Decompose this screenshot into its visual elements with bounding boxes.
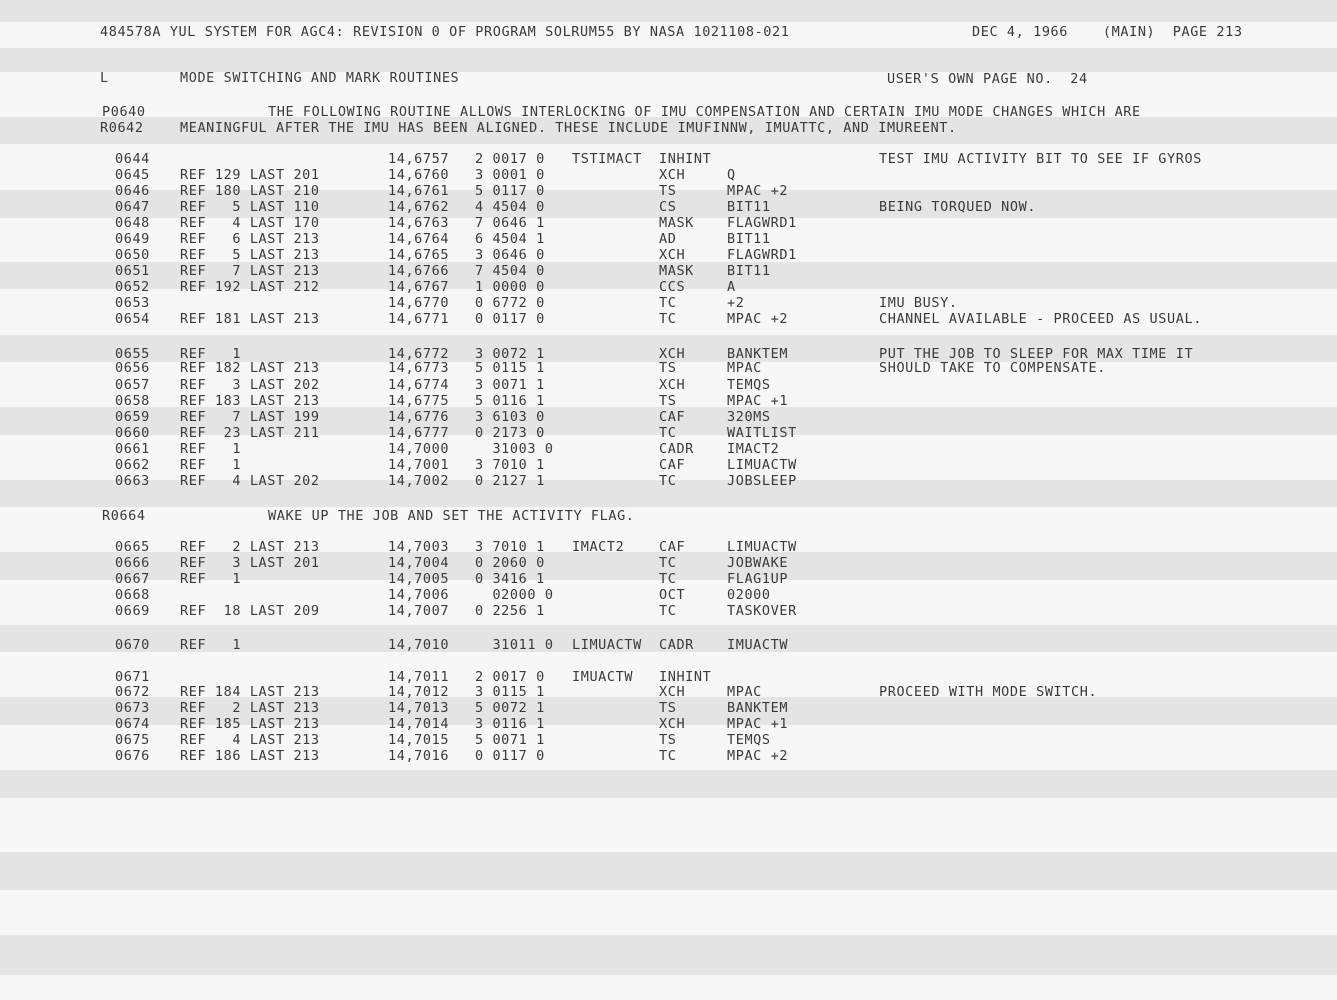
octal-code: 5 0072 1 [475, 700, 545, 716]
line-number: 0669 [115, 603, 150, 619]
line-number: 0644 [115, 151, 150, 167]
opcode: CCS [659, 279, 686, 295]
memory-address: 14,7007 [388, 603, 450, 619]
octal-code: 2 0017 0 [475, 151, 545, 167]
operand: MPAC +2 [727, 183, 789, 199]
octal-code: 1 0000 0 [475, 279, 545, 295]
line-number: 0656 [115, 360, 150, 376]
octal-code: 5 0071 1 [475, 732, 545, 748]
opcode: TC [659, 571, 677, 587]
users-page-number: USER'S OWN PAGE NO. 24 [887, 71, 1088, 87]
operand: JOBWAKE [727, 555, 789, 571]
opcode: TS [659, 183, 677, 199]
line-number: 0646 [115, 183, 150, 199]
symbol-label: LIMUACTW [572, 637, 642, 653]
line-number: 0651 [115, 263, 150, 279]
memory-address: 14,7013 [388, 700, 450, 716]
operand: TASKOVER [727, 603, 797, 619]
operand: MPAC [727, 684, 762, 700]
memory-address: 14,7002 [388, 473, 450, 489]
cross-reference: REF 180 LAST 210 [180, 183, 320, 199]
opcode: CAF [659, 457, 686, 473]
octal-code: 3 0115 1 [475, 684, 545, 700]
memory-address: 14,7015 [388, 732, 450, 748]
memory-address: 14,7014 [388, 716, 450, 732]
memory-address: 14,6773 [388, 360, 450, 376]
opcode: TS [659, 732, 677, 748]
operand: IMACT2 [727, 441, 780, 457]
cross-reference: REF 185 LAST 213 [180, 716, 320, 732]
operand: IMUACTW [727, 637, 789, 653]
memory-address: 14,7006 [388, 587, 450, 603]
cross-reference: REF 186 LAST 213 [180, 748, 320, 764]
line-number: 0668 [115, 587, 150, 603]
cross-reference: REF 6 LAST 213 [180, 231, 320, 247]
comment: PROCEED WITH MODE SWITCH. [879, 684, 1098, 700]
operand: FLAGWRD1 [727, 215, 797, 231]
octal-code: 3 0071 1 [475, 377, 545, 393]
opcode: CADR [659, 441, 694, 457]
line-number: 0647 [115, 199, 150, 215]
memory-address: 14,6764 [388, 231, 450, 247]
cross-reference: REF 1 [180, 457, 242, 473]
line-number: 0659 [115, 409, 150, 425]
comment: CHANNEL AVAILABLE - PROCEED AS USUAL. [879, 311, 1202, 327]
octal-code: 3 0116 1 [475, 716, 545, 732]
memory-address: 14,6772 [388, 346, 450, 362]
octal-code: 0 3416 1 [475, 571, 545, 587]
cross-reference: REF 192 LAST 212 [180, 279, 320, 295]
opcode: XCH [659, 684, 686, 700]
comment: PUT THE JOB TO SLEEP FOR MAX TIME IT [879, 346, 1194, 362]
remark-id: R0664 [102, 508, 146, 524]
octal-code: 0 2127 1 [475, 473, 545, 489]
memory-address: 14,6774 [388, 377, 450, 393]
opcode: CAF [659, 409, 686, 425]
opcode: TS [659, 360, 677, 376]
operand: MPAC +2 [727, 311, 789, 327]
octal-code: 4 4504 0 [475, 199, 545, 215]
memory-address: 14,6770 [388, 295, 450, 311]
line-number: 0645 [115, 167, 150, 183]
cross-reference: REF 1 [180, 441, 242, 457]
opcode: TC [659, 748, 677, 764]
operand: WAITLIST [727, 425, 797, 441]
octal-code: 0 2256 1 [475, 603, 545, 619]
cross-reference: REF 5 LAST 110 [180, 199, 320, 215]
operand: BIT11 [727, 231, 771, 247]
opcode: XCH [659, 346, 686, 362]
cross-reference: REF 183 LAST 213 [180, 393, 320, 409]
opcode: MASK [659, 215, 694, 231]
octal-code: 3 0001 0 [475, 167, 545, 183]
operand: TEMQS [727, 732, 771, 748]
comment: BEING TORQUED NOW. [879, 199, 1037, 215]
remark-text: MEANINGFUL AFTER THE IMU HAS BEEN ALIGNED. THESE INCLUDE IMUFINNW, IMUATTC, AND IMUREENT. [180, 120, 957, 136]
memory-address: 14,7016 [388, 748, 450, 764]
memory-address: 14,7003 [388, 539, 450, 555]
opcode: TC [659, 295, 677, 311]
line-number: 0667 [115, 571, 150, 587]
operand: BANKTEM [727, 700, 789, 716]
memory-address: 14,6775 [388, 393, 450, 409]
opcode: INHINT [659, 669, 712, 685]
operand: MPAC [727, 360, 762, 376]
memory-address: 14,7001 [388, 457, 450, 473]
opcode: AD [659, 231, 677, 247]
octal-code: 0 2173 0 [475, 425, 545, 441]
section-title: MODE SWITCHING AND MARK ROUTINES [180, 70, 460, 86]
opcode: XCH [659, 716, 686, 732]
operand: A [727, 279, 736, 295]
octal-code: 31011 0 [475, 637, 554, 653]
line-number: 0653 [115, 295, 150, 311]
operand: MPAC +2 [727, 748, 789, 764]
line-number: 0676 [115, 748, 150, 764]
operand: +2 [727, 295, 745, 311]
memory-address: 14,6765 [388, 247, 450, 263]
cross-reference: REF 3 LAST 201 [180, 555, 320, 571]
line-number: 0663 [115, 473, 150, 489]
memory-address: 14,6776 [388, 409, 450, 425]
symbol-label: TSTIMACT [572, 151, 642, 167]
memory-address: 14,6763 [388, 215, 450, 231]
remark-id: P0640 [102, 104, 146, 120]
memory-address: 14,6766 [388, 263, 450, 279]
octal-code: 5 0117 0 [475, 183, 545, 199]
line-number: 0657 [115, 377, 150, 393]
line-number: 0652 [115, 279, 150, 295]
operand: MPAC +1 [727, 393, 789, 409]
line-number: 0675 [115, 732, 150, 748]
comment: IMU BUSY. [879, 295, 958, 311]
line-number: 0649 [115, 231, 150, 247]
line-number: 0658 [115, 393, 150, 409]
cross-reference: REF 4 LAST 202 [180, 473, 320, 489]
section-marker: L [100, 70, 109, 86]
opcode: TC [659, 425, 677, 441]
memory-address: 14,6777 [388, 425, 450, 441]
octal-code: 0 2060 0 [475, 555, 545, 571]
cross-reference: REF 1 [180, 637, 242, 653]
memory-address: 14,7000 [388, 441, 450, 457]
memory-address: 14,7005 [388, 571, 450, 587]
memory-address: 14,6761 [388, 183, 450, 199]
operand: 02000 [727, 587, 771, 603]
memory-address: 14,7012 [388, 684, 450, 700]
listing-header-left: 484578A YUL SYSTEM FOR AGC4: REVISION 0 OF PROGRAM SOLRUM55 BY NASA 1021108-021 [100, 24, 790, 40]
cross-reference: REF 181 LAST 213 [180, 311, 320, 327]
memory-address: 14,6757 [388, 151, 450, 167]
opcode: INHINT [659, 151, 712, 167]
octal-code: 0 0117 0 [475, 311, 545, 327]
octal-code: 3 6103 0 [475, 409, 545, 425]
memory-address: 14,7010 [388, 637, 450, 653]
line-number: 0671 [115, 669, 150, 685]
memory-address: 14,6760 [388, 167, 450, 183]
opcode: CAF [659, 539, 686, 555]
memory-address: 14,6767 [388, 279, 450, 295]
line-number: 0673 [115, 700, 150, 716]
line-number: 0670 [115, 637, 150, 653]
memory-address: 14,7004 [388, 555, 450, 571]
opcode: TS [659, 393, 677, 409]
symbol-label: IMACT2 [572, 539, 625, 555]
operand: LIMUACTW [727, 457, 797, 473]
operand: BIT11 [727, 263, 771, 279]
cross-reference: REF 3 LAST 202 [180, 377, 320, 393]
line-number: 0672 [115, 684, 150, 700]
octal-code: 3 7010 1 [475, 457, 545, 473]
opcode: TC [659, 311, 677, 327]
octal-code: 7 0646 1 [475, 215, 545, 231]
line-number: 0661 [115, 441, 150, 457]
octal-code: 3 7010 1 [475, 539, 545, 555]
line-number: 0665 [115, 539, 150, 555]
line-number: 0662 [115, 457, 150, 473]
octal-code: 5 0115 1 [475, 360, 545, 376]
opcode: CADR [659, 637, 694, 653]
cross-reference: REF 4 LAST 170 [180, 215, 320, 231]
cross-reference: REF 5 LAST 213 [180, 247, 320, 263]
octal-code: 3 0072 1 [475, 346, 545, 362]
cross-reference: REF 7 LAST 199 [180, 409, 320, 425]
operand: Q [727, 167, 736, 183]
cross-reference: REF 23 LAST 211 [180, 425, 320, 441]
octal-code: 0 0117 0 [475, 748, 545, 764]
line-number: 0650 [115, 247, 150, 263]
octal-code: 6 4504 1 [475, 231, 545, 247]
operand: MPAC +1 [727, 716, 789, 732]
remark-text: WAKE UP THE JOB AND SET THE ACTIVITY FLAG. [268, 508, 635, 524]
opcode: TS [659, 700, 677, 716]
line-number: 0655 [115, 346, 150, 362]
line-number: 0654 [115, 311, 150, 327]
listing-header-right: DEC 4, 1966 (MAIN) PAGE 213 [972, 24, 1243, 40]
cross-reference: REF 184 LAST 213 [180, 684, 320, 700]
octal-code: 7 4504 0 [475, 263, 545, 279]
operand: BANKTEM [727, 346, 789, 362]
octal-code: 2 0017 0 [475, 669, 545, 685]
cross-reference: REF 1 [180, 571, 242, 587]
cross-reference: REF 4 LAST 213 [180, 732, 320, 748]
opcode: XCH [659, 247, 686, 263]
operand: TEMQS [727, 377, 771, 393]
cross-reference: REF 2 LAST 213 [180, 700, 320, 716]
opcode: OCT [659, 587, 686, 603]
cross-reference: REF 129 LAST 201 [180, 167, 320, 183]
cross-reference: REF 1 [180, 346, 242, 362]
memory-address: 14,6762 [388, 199, 450, 215]
remark-id: R0642 [100, 120, 144, 136]
symbol-label: IMUACTW [572, 669, 634, 685]
operand: BIT11 [727, 199, 771, 215]
operand: LIMUACTW [727, 539, 797, 555]
octal-code: 31003 0 [475, 441, 554, 457]
opcode: TC [659, 603, 677, 619]
comment: TEST IMU ACTIVITY BIT TO SEE IF GYROS [879, 151, 1202, 167]
line-number: 0666 [115, 555, 150, 571]
operand: FLAG1UP [727, 571, 789, 587]
octal-code: 5 0116 1 [475, 393, 545, 409]
opcode: XCH [659, 167, 686, 183]
opcode: MASK [659, 263, 694, 279]
cross-reference: REF 182 LAST 213 [180, 360, 320, 376]
opcode: XCH [659, 377, 686, 393]
opcode: CS [659, 199, 677, 215]
operand: FLAGWRD1 [727, 247, 797, 263]
line-number: 0648 [115, 215, 150, 231]
cross-reference: REF 18 LAST 209 [180, 603, 320, 619]
comment: SHOULD TAKE TO COMPENSATE. [879, 360, 1106, 376]
memory-address: 14,6771 [388, 311, 450, 327]
operand: 320MS [727, 409, 771, 425]
opcode: TC [659, 555, 677, 571]
memory-address: 14,7011 [388, 669, 450, 685]
line-number: 0660 [115, 425, 150, 441]
cross-reference: REF 2 LAST 213 [180, 539, 320, 555]
octal-code: 0 6772 0 [475, 295, 545, 311]
line-number: 0674 [115, 716, 150, 732]
cross-reference: REF 7 LAST 213 [180, 263, 320, 279]
opcode: TC [659, 473, 677, 489]
octal-code: 02000 0 [475, 587, 554, 603]
octal-code: 3 0646 0 [475, 247, 545, 263]
operand: JOBSLEEP [727, 473, 797, 489]
remark-text: THE FOLLOWING ROUTINE ALLOWS INTERLOCKING OF IMU COMPENSATION AND CERTAIN IMU MODE CHANGES WHICH ARE [268, 104, 1141, 120]
